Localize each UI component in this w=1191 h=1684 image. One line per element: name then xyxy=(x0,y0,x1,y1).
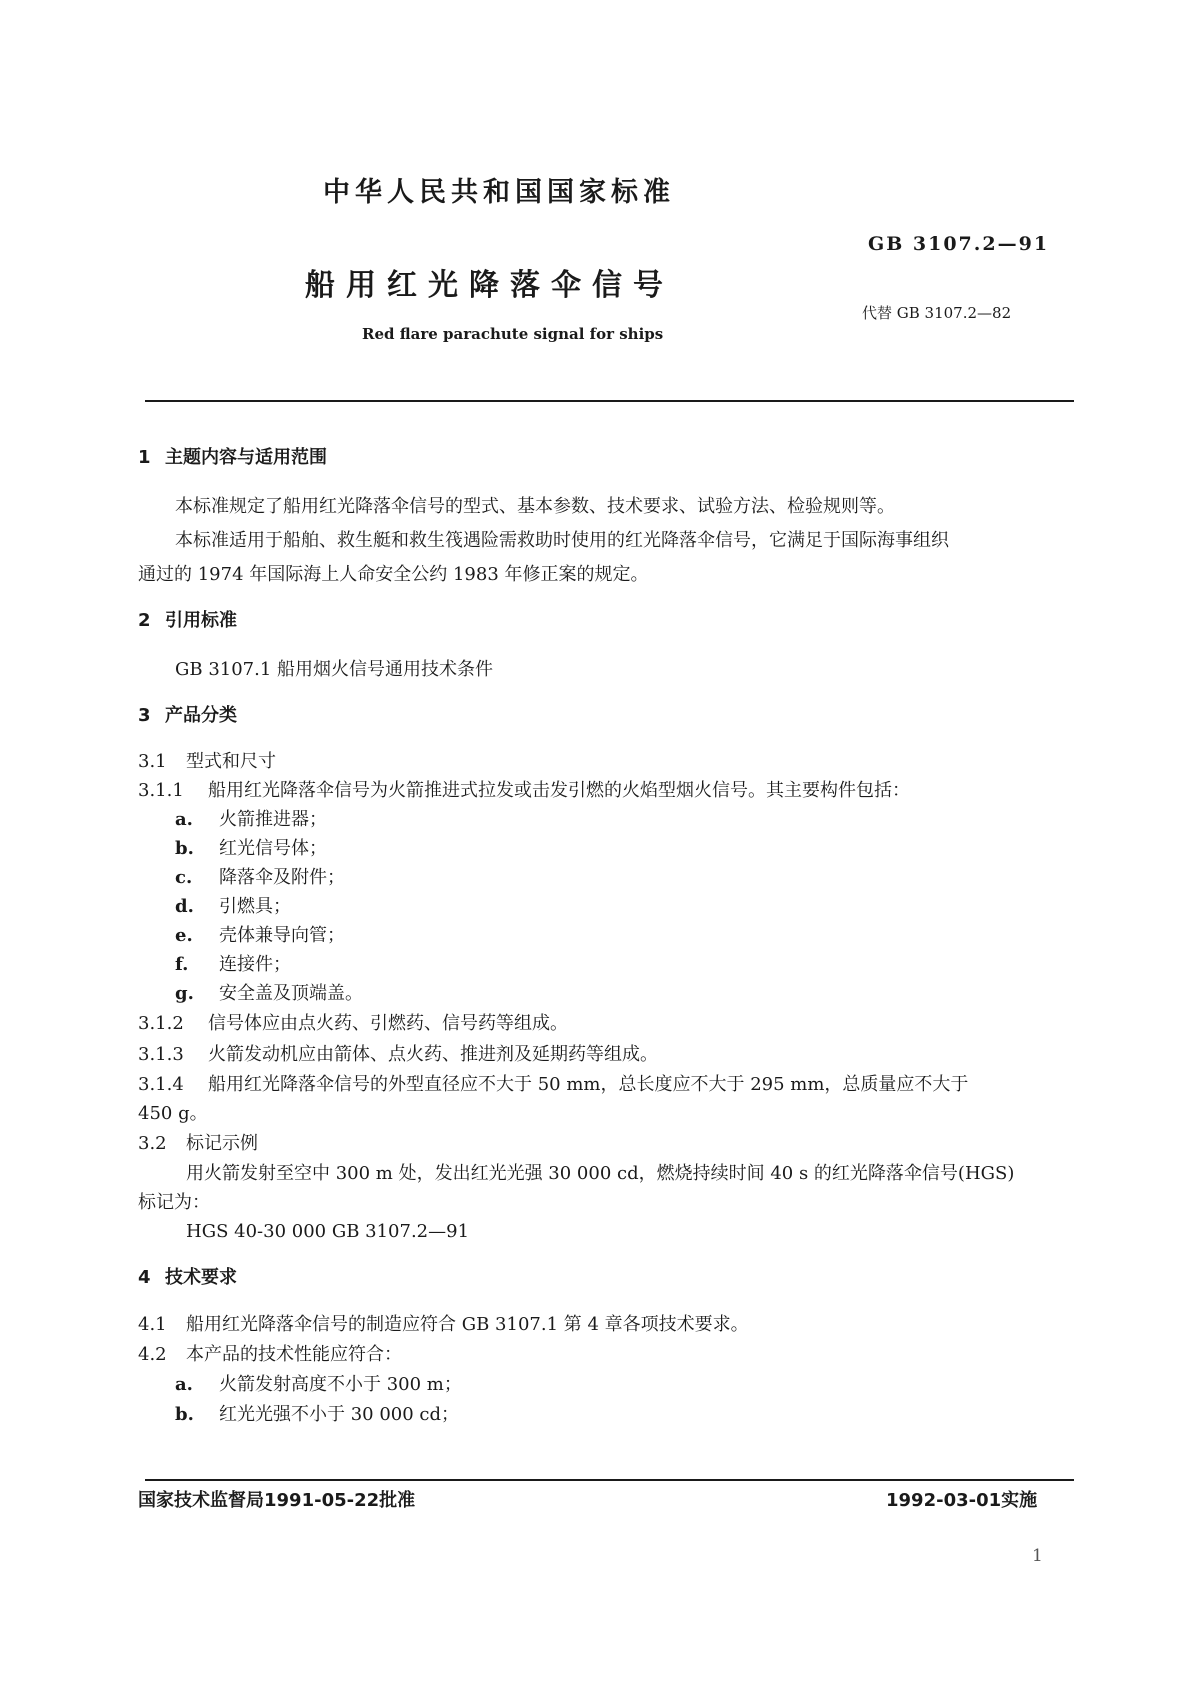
section-3-heading xyxy=(138,704,237,728)
list-marker: b. xyxy=(175,838,194,859)
paragraph-continuation: 通过的 1974 年国际海上人命安全公约 1983 年修正案的规定。 xyxy=(138,564,649,585)
list-marker: b. xyxy=(175,1404,194,1425)
marking-example: HGS 40-30 000 GB 3107.2—91 xyxy=(186,1221,470,1242)
clause-3-1-2 xyxy=(138,1012,568,1036)
clause-number: 3.1.3 xyxy=(138,1044,184,1065)
clause-3-1-1 xyxy=(138,779,910,803)
clause-4-2 xyxy=(138,1343,402,1367)
list-item xyxy=(175,953,291,977)
clause-number: 4.1 xyxy=(138,1314,167,1335)
clause-text: 船用红光降落伞信号为火箭推进式拉发或击发引燃的火焰型烟火信号。其主要构件包括： xyxy=(208,780,910,801)
document-title-en: Red flare parachute signal for ships xyxy=(362,325,664,343)
footer-divider xyxy=(145,1479,1074,1481)
list-marker: a. xyxy=(175,809,193,830)
clause-number: 3.1.4 xyxy=(138,1074,184,1095)
list-item xyxy=(175,924,345,948)
effective-date: 1992-03-01实施 xyxy=(886,1490,1038,1511)
list-marker: a. xyxy=(175,1374,193,1395)
list-text: 降落伞及附件； xyxy=(219,867,345,888)
clause-3-1-4 xyxy=(138,1073,968,1097)
clause-text: 火箭发动机应由箭体、点火药、推进剂及延期药等组成。 xyxy=(208,1044,658,1065)
national-standard-heading: 中华人民共和国国家标准 xyxy=(323,177,675,208)
list-item xyxy=(175,1403,459,1427)
list-marker: f. xyxy=(175,954,189,975)
list-text: 安全盖及顶端盖。 xyxy=(219,983,363,1004)
clause-number: 4.2 xyxy=(138,1344,167,1365)
list-text: 火箭推进器； xyxy=(219,809,327,830)
clause-text: 本产品的技术性能应符合： xyxy=(186,1344,402,1365)
list-text: 引燃具； xyxy=(219,896,291,917)
approval-info: 国家技术监督局1991-05-22批准 xyxy=(138,1490,416,1511)
section-1-heading xyxy=(138,446,327,470)
list-item xyxy=(175,866,345,890)
section-number: 1 xyxy=(138,447,151,468)
clause-text: 信号体应由点火药、引燃药、信号药等组成。 xyxy=(208,1013,568,1034)
paragraph: 本标准适用于船舶、救生艇和救生筏遇险需救助时使用的红光降落伞信号，它满足于国际海事组织 xyxy=(175,530,949,551)
clause-number: 3.1.1 xyxy=(138,780,184,801)
list-marker: e. xyxy=(175,925,193,946)
standard-number: GB 3107.2—91 xyxy=(868,233,1050,255)
list-item xyxy=(175,895,291,919)
reference-standard: GB 3107.1 船用烟火信号通用技术条件 xyxy=(175,659,494,680)
section-title: 引用标准 xyxy=(165,610,237,631)
paragraph: 用火箭发射至空中 300 m 处，发出红光光强 30 000 cd，燃烧持续时间 40 s 的红光降落伞信号(HGS) xyxy=(186,1163,1015,1184)
section-number: 2 xyxy=(138,610,151,631)
subsection-3-1 xyxy=(138,750,276,774)
subsection-3-2 xyxy=(138,1132,258,1156)
page-number: 1 xyxy=(1032,1546,1043,1566)
list-item xyxy=(175,982,363,1006)
clause-title: 标记示例 xyxy=(186,1133,258,1154)
section-4-heading xyxy=(138,1266,237,1290)
clause-text-continuation: 450 g。 xyxy=(138,1103,208,1124)
list-text: 红光光强不小于 30 000 cd； xyxy=(219,1404,460,1425)
clause-text: 船用红光降落伞信号的制造应符合 GB 3107.1 第 4 章各项技术要求。 xyxy=(186,1314,749,1335)
header-divider xyxy=(145,400,1074,402)
clause-title: 型式和尺寸 xyxy=(186,751,276,772)
section-number: 3 xyxy=(138,705,151,726)
clause-number: 3.1 xyxy=(138,751,167,772)
list-text: 连接件； xyxy=(219,954,291,975)
list-marker: d. xyxy=(175,896,194,917)
section-2-heading xyxy=(138,609,237,633)
clause-4-1 xyxy=(138,1313,749,1337)
list-text: 壳体兼导向管； xyxy=(219,925,345,946)
paragraph-continuation: 标记为： xyxy=(138,1192,210,1213)
section-title: 产品分类 xyxy=(165,705,237,726)
clause-3-1-3 xyxy=(138,1043,658,1067)
list-item xyxy=(175,837,327,861)
clause-number: 3.1.2 xyxy=(138,1013,184,1034)
clause-text: 船用红光降落伞信号的外型直径应不大于 50 mm，总长度应不大于 295 mm，总质量应不大于 xyxy=(208,1074,969,1095)
section-title: 技术要求 xyxy=(165,1267,237,1288)
section-number: 4 xyxy=(138,1267,151,1288)
list-item xyxy=(175,808,327,832)
list-item xyxy=(175,1373,462,1397)
list-marker: c. xyxy=(175,867,193,888)
replaces-standard: 代替 GB 3107.2—82 xyxy=(862,304,1012,322)
list-text: 红光信号体； xyxy=(219,838,327,859)
paragraph: 本标准规定了船用红光降落伞信号的型式、基本参数、技术要求、试验方法、检验规则等。 xyxy=(175,496,895,517)
section-title: 主题内容与适用范围 xyxy=(165,447,327,468)
clause-number: 3.2 xyxy=(138,1133,167,1154)
list-marker: g. xyxy=(175,983,194,1004)
list-text: 火箭发射高度不小于 300 m； xyxy=(219,1374,462,1395)
document-title-cn: 船用红光降落伞信号 xyxy=(305,268,674,303)
